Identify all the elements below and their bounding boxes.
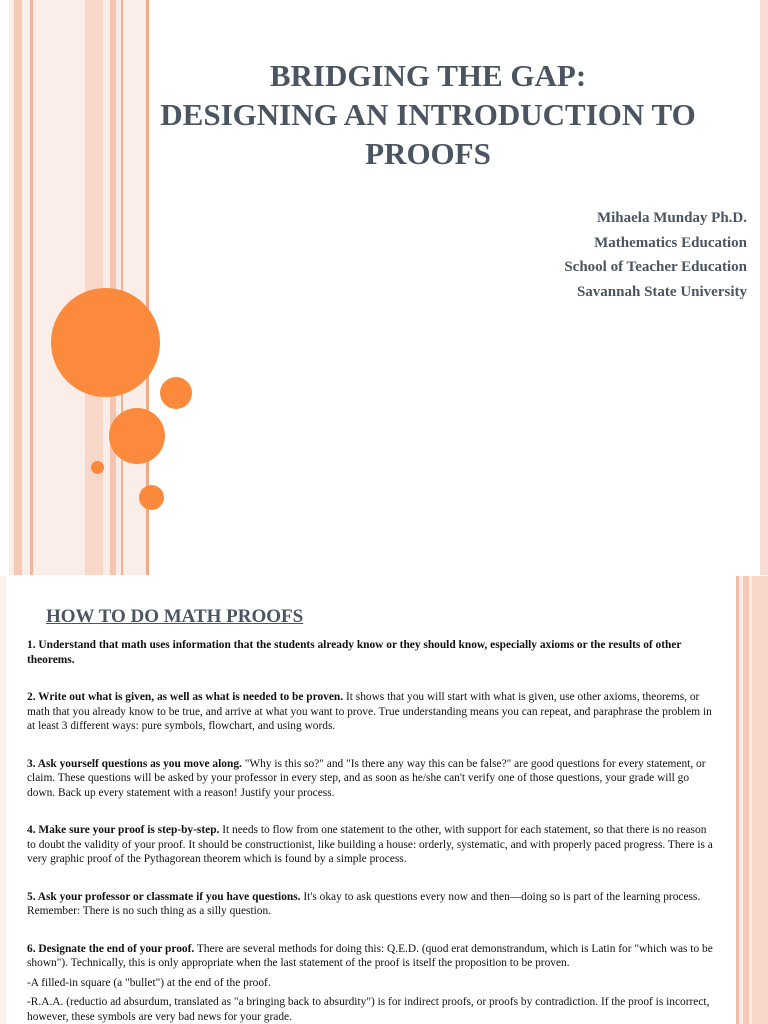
author-name: Mihaela Munday Ph.D. — [596, 210, 747, 226]
step-item — [27, 638, 717, 667]
step-lead: 5. Ask your professor or classmate if you have questions. — [27, 890, 301, 903]
decorative-circle-small — [160, 377, 192, 409]
step-text: There are several methods for doing this: Q.E.D. (quod erat demonstrandum, which is Latin for "which was to be shown"). Technically, this is only appropriate when the last statement of the proof is itself the proposition to be proven. — [27, 942, 713, 969]
step-item — [27, 690, 717, 734]
step-text: It needs to flow from one statement to the other, with support for each statement, so that there is no reason to doubt the validity of your proof. It should be constructionist, like building a house: orderly, systematic, and with properly paced progress. There is a very graphic proof of the Pythagorean theorem which is found by a simple process. — [27, 824, 713, 865]
title-line: PROOFS — [365, 136, 491, 171]
decorative-circle-small — [139, 485, 164, 510]
step-item — [27, 823, 717, 867]
decorative-stripe — [743, 576, 749, 1024]
step-item — [27, 942, 717, 971]
step-lead: 3. Ask yourself questions as you move along. — [27, 757, 242, 770]
decorative-stripe — [736, 576, 739, 1024]
author-university: Savannah State University — [576, 283, 747, 300]
end-marker-line: -A filled-in square (a "bullet") at the end of the proof. — [27, 976, 271, 989]
decorative-stripe — [0, 576, 6, 1024]
author-block — [564, 206, 747, 304]
title-line: BRIDGING THE GAP: — [269, 58, 587, 93]
decorative-stripe — [760, 0, 768, 575]
step-text: It's okay to ask questions every now and then—doing so is part of the learning process. Remember: There is no such thing as a silly question. — [27, 890, 701, 917]
step-lead: 6. Designate the end of your proof. — [27, 942, 195, 955]
decorative-stripe — [121, 0, 123, 575]
decorative-stripe — [752, 576, 768, 1024]
step-item — [27, 757, 717, 801]
content-slide — [0, 576, 768, 1024]
step-lead: 4. Make sure your proof is step-by-step. — [27, 824, 220, 836]
step-lead: 1. Understand that math uses information that the students already know or they should know, especially axioms or the results of other theorems. — [27, 639, 682, 666]
proof-steps — [27, 638, 717, 1024]
section-heading: HOW TO DO MATH PROOFS — [46, 606, 304, 627]
author-department: Mathematics Education — [594, 234, 747, 251]
decorative-stripe — [30, 0, 33, 575]
step-text: "Why is this so?" and "Is there any way this can be false?" are good questions for every statement, or claim. These questions will be asked by your professor in every step, and as soon as he/she can't verify one of those questions, your grade will go down. Back up every statement with a reason! Justify your process. — [27, 757, 706, 799]
step-item — [27, 890, 717, 919]
decorative-circle-tiny — [91, 461, 104, 474]
author-school: School of Teacher Education — [564, 259, 747, 275]
decorative-circle-medium — [109, 408, 165, 464]
step-text: It shows that you will start with what is given, use other axioms, theorems, or math that you already know to be true, and arrive at what you want to prove. True understanding means you can repeat, and paraphrase the problem in at least 3 different ways: pure symbols, flowchart, and using words. — [27, 691, 712, 732]
decorative-stripe — [14, 0, 22, 575]
title-line: DESIGNING AN INTRODUCTION TO — [160, 97, 696, 132]
slide-title — [150, 56, 706, 173]
step-lead: 2. Write out what is given, as well as what is needed to be proven. — [27, 691, 344, 703]
decorative-circle-large — [51, 288, 160, 397]
end-marker-line: -R.A.A. (reductio ad absurdum, translated as "a bringing back to absurdity") is for indirect proofs, or proofs by contradiction. If the proof is incorrect, however, these symbols are very bad news for your grade. — [27, 996, 710, 1023]
